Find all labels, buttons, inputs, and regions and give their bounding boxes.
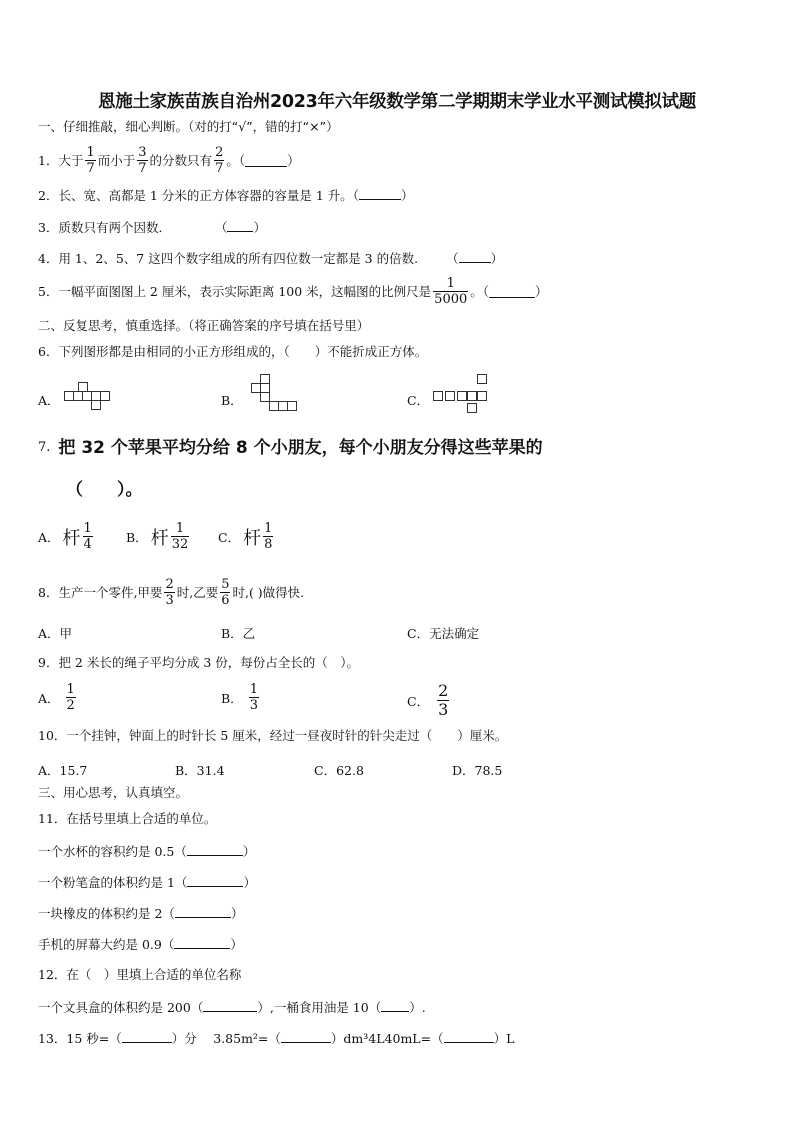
question-text: 8．生产一个零件,甲要 bbox=[38, 584, 163, 600]
question-5: 5．一幅平面图图上 2 厘米，表示实际距离 100 米，这幅图的比例尺是 $\frac{1}{5000}$ 。（ ） bbox=[38, 276, 548, 307]
answer-blank[interactable] bbox=[227, 219, 253, 232]
q11-line-1: 一个水杯的容积约是 0.5（ ） bbox=[38, 844, 256, 859]
question-text: 时,( )做得快. bbox=[232, 584, 305, 600]
question-8 bbox=[38, 578, 304, 607]
fraction: $\frac{5}{6}$ bbox=[221, 577, 230, 608]
q8-option-a[interactable]: A．甲 bbox=[38, 626, 73, 641]
answer-blank[interactable] bbox=[122, 1030, 172, 1043]
fraction: $\frac{1}{7}$ bbox=[86, 145, 95, 176]
cube-net-c bbox=[433, 374, 493, 416]
option-a-label[interactable]: A． bbox=[38, 393, 60, 408]
question-text: 大于 bbox=[58, 152, 84, 168]
question-13: 13．15 秒=（ ）分 3.85m²=（ ）dm³4L40mL=（ ）L bbox=[38, 1031, 515, 1046]
fraction: $\frac{2}{7}$ bbox=[215, 145, 224, 176]
answer-blank[interactable] bbox=[281, 1030, 331, 1043]
question-text: 的分数只有 bbox=[149, 152, 213, 168]
q10-option-a[interactable]: A．15.7 bbox=[38, 763, 88, 778]
answer-blank[interactable] bbox=[187, 843, 243, 856]
question-3: 3．质数只有两个因数． （ ） bbox=[38, 220, 266, 235]
fraction: $\frac{1}{8}$ bbox=[264, 521, 273, 552]
question-text: 4．用 1、2、5、7 这四个数字组成的所有四位数一定都是 3 的倍数. bbox=[38, 251, 419, 266]
section-2-heading: 二、反复思考，慎重选择。（将正确答案的序号填在括号里） bbox=[38, 318, 370, 333]
q11-line-4: 手机的屏幕大约是 0.9（ ） bbox=[38, 937, 243, 952]
fraction: $\frac{2}{3}$ bbox=[438, 681, 449, 719]
fraction: $\frac{1}{32}$ bbox=[171, 521, 189, 552]
answer-blank[interactable] bbox=[444, 1030, 494, 1043]
q8-option-c[interactable]: C．无法确定 bbox=[407, 626, 480, 641]
question-7-paren: （ ）。 bbox=[66, 480, 143, 500]
q9-option-a[interactable]: A． $\frac{1}{2}$ bbox=[38, 682, 75, 713]
question-text: 。（ bbox=[226, 152, 246, 168]
question-text: 时,乙要 bbox=[176, 584, 219, 600]
question-2 bbox=[38, 187, 414, 204]
cube-net-b bbox=[247, 374, 299, 416]
question-9: 9．把 2 米长的绳子平均分成 3 份，每份占全长的（ ）。 bbox=[38, 655, 360, 670]
option-b-label[interactable]: B． bbox=[221, 393, 243, 408]
fraction: $\frac{2}{3}$ bbox=[165, 577, 174, 608]
question-number: 1． bbox=[38, 152, 59, 168]
answer-blank[interactable] bbox=[203, 999, 257, 1012]
question-text: 5．一幅平面图图上 2 厘米，表示实际距离 100 米，这幅图的比例尺是 bbox=[38, 283, 432, 299]
question-number: 7. bbox=[38, 440, 51, 455]
fraction: $\frac{1}{5000}$ bbox=[434, 276, 468, 307]
fraction: $\frac{1}{3}$ bbox=[249, 682, 258, 713]
apple-glyph: 杆 bbox=[243, 527, 262, 549]
question-text: ） bbox=[287, 152, 300, 168]
question-11: 11．在括号里填上合适的单位。 bbox=[38, 811, 217, 826]
answer-blank[interactable] bbox=[489, 285, 535, 298]
page-title: 恩施土家族苗族自治州2023年六年级数学第二学期期末学业水平测试模拟试题 bbox=[98, 92, 696, 112]
fraction: $\frac{1}{4}$ bbox=[83, 521, 92, 552]
answer-blank[interactable] bbox=[459, 250, 491, 263]
option-c-label[interactable]: C． bbox=[407, 393, 430, 408]
q10-option-c[interactable]: C．62.8 bbox=[314, 763, 364, 778]
q12-line-1: 一个文具盒的体积约是 200（ ）,一桶食用油是 10（ ）. bbox=[38, 1000, 426, 1015]
cube-net-a bbox=[64, 382, 116, 422]
q9-option-b[interactable]: B． $\frac{1}{3}$ bbox=[221, 682, 258, 713]
question-10: 10．一个挂钟，钟面上的时针长 5 厘米，经过一昼夜时针的针尖走过（ ）厘米。 bbox=[38, 728, 508, 743]
q8-option-b[interactable]: B．乙 bbox=[221, 626, 256, 641]
q10-option-b[interactable]: B．31.4 bbox=[175, 763, 225, 778]
question-4: 4．用 1、2、5、7 这四个数字组成的所有四位数一定都是 3 的倍数. （ ） bbox=[38, 251, 504, 266]
answer-blank[interactable] bbox=[359, 187, 401, 200]
question-12: 12．在（ ）里填上合适的单位名称 bbox=[38, 967, 242, 982]
section-1-heading: 一、仔细推敲，细心判断。（对的打“√”，错的打“×”） bbox=[38, 119, 339, 134]
answer-blank[interactable] bbox=[175, 905, 231, 918]
q7-option-a[interactable]: A． 杆 $\frac{1}{4}$ bbox=[38, 521, 92, 552]
q10-option-d[interactable]: D．78.5 bbox=[452, 763, 503, 778]
question-text: ） bbox=[401, 188, 414, 203]
answer-blank[interactable] bbox=[381, 999, 409, 1012]
q9-option-c[interactable]: C． $\frac{2}{3}$ bbox=[407, 681, 449, 719]
question-text: 2．长、宽、高都是 1 分米的正方体容器的容量是 1 升。（ bbox=[38, 188, 360, 203]
answer-blank[interactable] bbox=[187, 874, 243, 887]
question-text: 而小于 bbox=[97, 152, 136, 168]
fraction: $\frac{1}{2}$ bbox=[66, 682, 75, 713]
section-3-heading: 三、用心思考，认真填空。 bbox=[38, 785, 189, 800]
question-6: 6．下列图形都是由相同的小正方形组成的，（ ）不能折成正方体。 bbox=[38, 344, 428, 359]
question-text: 把 32 个苹果平均分给 8 个小朋友，每个小朋友分得这些苹果的 bbox=[58, 438, 543, 458]
q7-option-c[interactable]: C． 杆 $\frac{1}{8}$ bbox=[218, 521, 273, 552]
question-text: 3．质数只有两个因数． bbox=[38, 220, 171, 235]
answer-blank[interactable] bbox=[174, 936, 230, 949]
question-1 bbox=[38, 146, 300, 175]
q11-line-3: 一块橡皮的体积约是 2（ ） bbox=[38, 906, 244, 921]
apple-glyph: 杆 bbox=[62, 527, 81, 549]
question-7 bbox=[38, 440, 543, 456]
apple-glyph: 杆 bbox=[150, 527, 169, 549]
answer-blank[interactable] bbox=[245, 154, 287, 167]
q7-option-b[interactable]: B． 杆 $\frac{1}{32}$ bbox=[126, 521, 189, 552]
fraction: $\frac{3}{7}$ bbox=[138, 145, 147, 176]
q11-line-2: 一个粉笔盒的体积约是 1（ ） bbox=[38, 875, 256, 890]
